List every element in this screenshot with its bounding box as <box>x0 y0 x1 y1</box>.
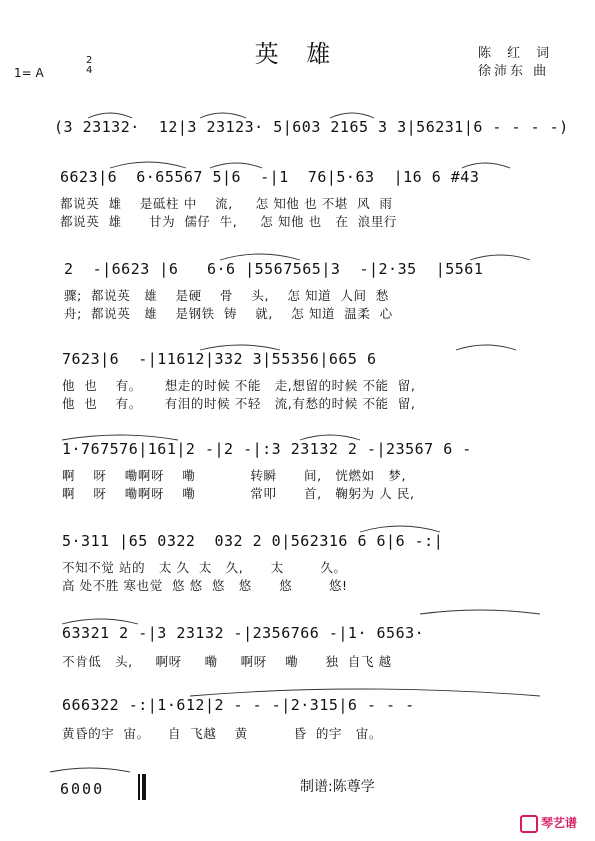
lyric-line: 他 也 有。 想走的时候 不能 走,想留的时候 不能 留, <box>62 378 416 393</box>
composer-credit: 徐沛东 曲 <box>478 64 550 79</box>
lyric-line: 骤; 都说英 雄 是硬 骨 头, 怎 知道 人间 愁 <box>64 288 389 303</box>
notation-line: 63321 2 -|3 23132 -|2356766 -|1· 6563· <box>62 624 425 642</box>
lyric-line: 不知不觉 站的 太 久 太 久, 太 久。 <box>62 560 347 575</box>
lyric-line: 黄昏的宇 宙。 自 飞越 黄 昏 的宇 宙。 <box>62 726 382 741</box>
lyric-line: 都说英 雄 是砥柱 中 流, 怎 知他 也 不堪 风 雨 <box>60 196 393 211</box>
lyric-line: 啊 呀 嘞啊呀 嘞 常叩 首, 鞠躬为 人 民, <box>62 486 415 501</box>
notation-line: 5·311 |65 0322 032 2 0|562316 6 6|6 -:| <box>62 532 444 550</box>
notation-line: 6623|6 6·65567 5|6 -|1 76|5·63 |16 6 #43 <box>60 168 480 186</box>
notation-line: 2 -|6623 |6 6·6 |5567565|3 -|2·35 |5561 <box>64 260 484 278</box>
lyric-line: 都说英 雄 甘为 儒仔 牛, 怎 知他 也 在 浪里行 <box>60 214 398 229</box>
notation-line: 666322 -:|1·612|2 - - -|2·315|6 - - - <box>62 696 415 714</box>
transcriber-credit: 制谱:陈尊学 <box>300 779 375 795</box>
lyric-line: 他 也 有。 有泪的时候 不轻 流,有愁的时候 不能 留, <box>62 396 416 411</box>
time-top: 2 <box>86 55 93 66</box>
time-bottom: 4 <box>86 65 93 76</box>
lyric-line: 啊 呀 嘞啊呀 嘞 转瞬 间, 恍燃如 梦, <box>62 468 407 483</box>
lyric-line: 不肯低 头, 啊呀 嘞 啊呀 嘞 独 自飞 越 <box>62 654 392 669</box>
final-notation: 6000 <box>60 780 105 798</box>
key-signature: 1= A <box>14 66 44 80</box>
notation-line: (3 23132· 12|3 23123· 5|603 2165 3 3|56231|6 - - - -) <box>54 118 569 136</box>
song-title: 英 雄 <box>254 40 341 68</box>
logo-text: 琴艺谱 <box>541 816 578 830</box>
lyric-line: 舟; 都说英 雄 是钢铁 铸 就, 怎 知道 温柔 心 <box>64 306 393 321</box>
lyric-line: 高 处不胜 寒也觉 悠 悠 悠 悠 悠 悠! <box>62 578 348 593</box>
lyricist-credit: 陈 红 词 <box>478 46 556 61</box>
notation-line: 7623|6 -|11612|332 3|55356|665 6 <box>62 350 377 368</box>
notation-line: 1·767576|161|2 -|2 -|:3 23132 2 -|23567 6 - <box>62 440 472 458</box>
